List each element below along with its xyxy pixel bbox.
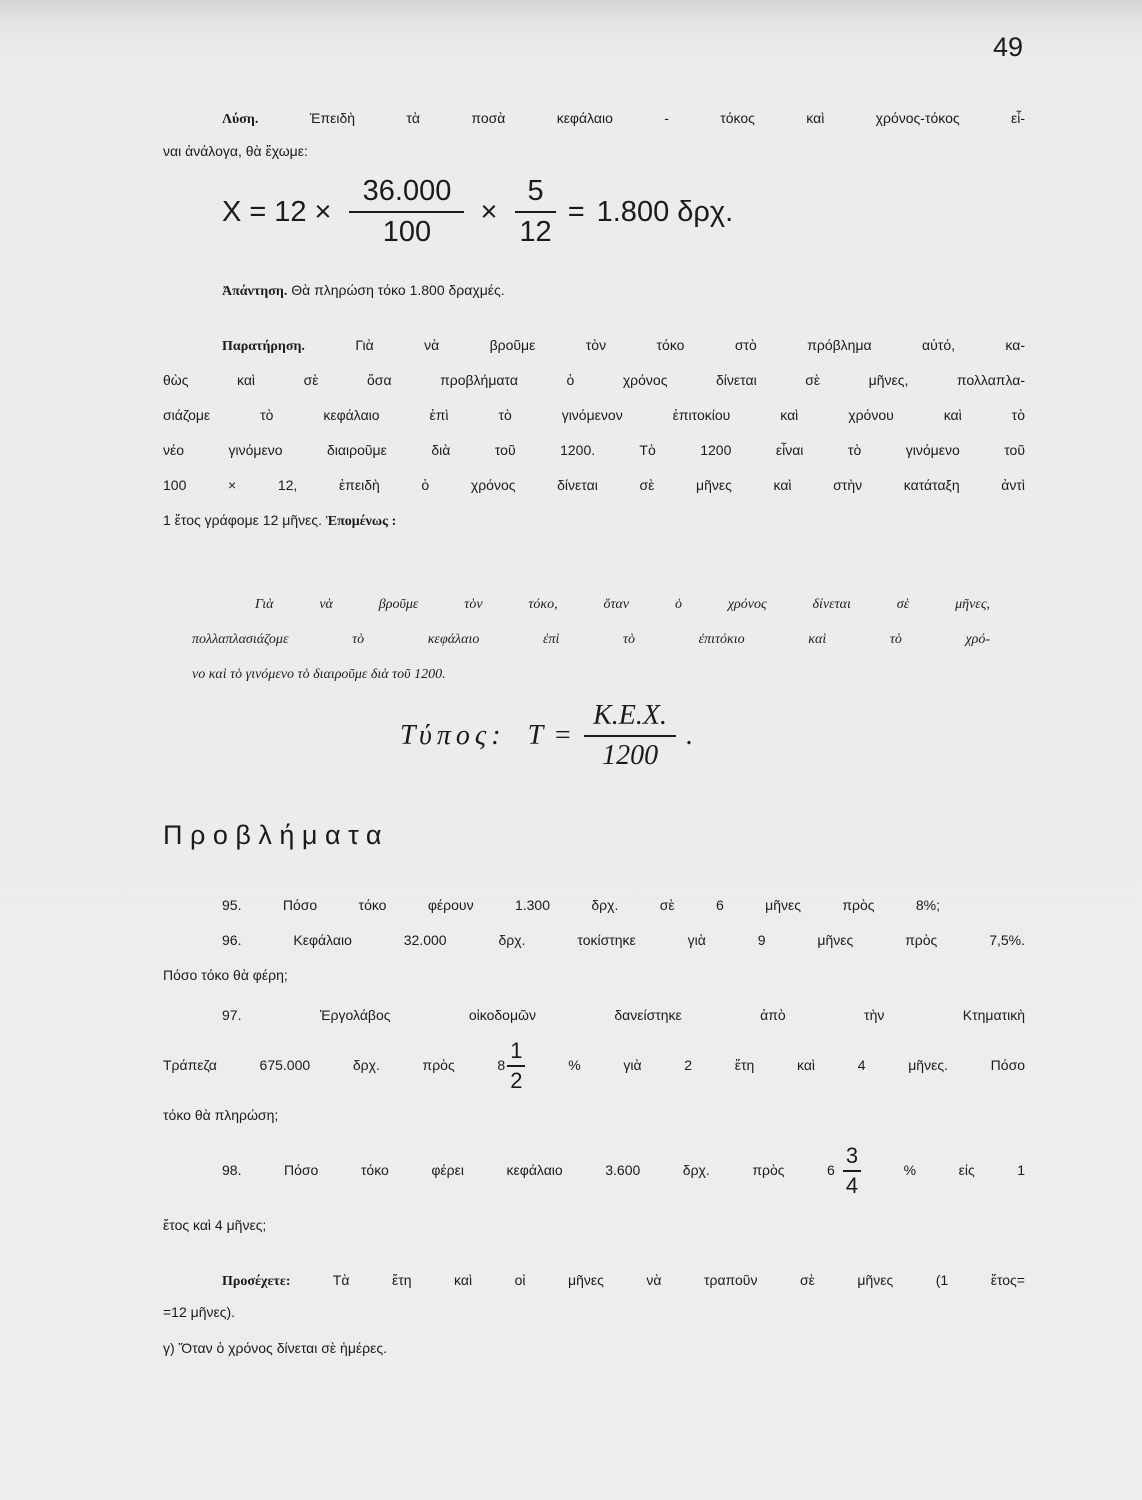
solution-line-1 xyxy=(222,101,1025,135)
problems-heading: Προβλήματα xyxy=(163,820,389,850)
solution-line-2: ναι ἀνάλογα, θὰ ἔχωμε: xyxy=(163,143,308,159)
formula-variable: X xyxy=(222,195,242,228)
problem-95 xyxy=(222,888,940,922)
problem-98-line-2: ἔτος καὶ 4 μῆνες; xyxy=(163,1217,267,1233)
fraction-denominator: 4 xyxy=(843,1170,861,1198)
fraction-denominator: 1200 xyxy=(584,735,676,772)
fraction-numerator: 1 xyxy=(510,1038,523,1064)
problem-text: Κεφάλαιο 32.000 δρχ. τοκίστηκε γιὰ 9 μῆνες πρὸς 7,5%. xyxy=(293,932,1025,948)
formula-symbol: Τ xyxy=(527,720,544,751)
times-sign: × xyxy=(314,195,332,228)
answer-text: Θὰ πληρώση τόκο 1.800 δραχμές. xyxy=(291,282,505,298)
problem-text: Ἐργολάβος οἰκοδομῶν δανείστηκε ἀπὸ τὴν Κτηματικὴ xyxy=(319,1007,1025,1023)
formula-fraction xyxy=(584,700,676,772)
problem-98-line-1 xyxy=(222,1140,1025,1200)
rule-line-3: νο καὶ τὸ γινόμενο τὸ διαιροῦμε διὰ τοῦ 1200. xyxy=(192,667,446,682)
next-case-heading: γ) Ὅταν ὁ χρόνος δίνεται σὲ ἡμέρες. xyxy=(163,1340,387,1356)
remark-line-4: νέο γινόμενο διαιροῦμε διὰ τοῦ 1200. Τὸ 1200 εἶναι τὸ γινόμενο τοῦ xyxy=(163,442,1025,458)
capital-fraction xyxy=(349,175,464,250)
attention-line-1 xyxy=(222,1263,1025,1297)
remark-conclusion: Ἑπομένως : xyxy=(325,514,397,529)
solution-label: Λύση. xyxy=(222,112,259,127)
fraction-denominator: 2 xyxy=(507,1065,525,1093)
fraction-denominator: 100 xyxy=(349,211,464,249)
rate-fraction xyxy=(515,175,555,250)
problem-text: Πόσο τόκο φέρουν 1.300 δρχ. σὲ 6 μῆνες πρὸς 8%; xyxy=(282,897,940,913)
problem-number: 97. xyxy=(222,1007,242,1023)
problem-number: 98. xyxy=(222,1162,242,1178)
remark-line-1 xyxy=(222,328,1025,362)
problem-text: Τράπεζα 675.000 δρχ. πρὸς 8 xyxy=(163,1057,506,1073)
problem-text: Πόσο τόκο φέρει κεφάλαιο 3.600 δρχ. πρὸς 6 xyxy=(284,1162,835,1178)
fraction-numerator: Κ.Ε.Χ. xyxy=(593,699,668,731)
formula-period: . xyxy=(686,720,694,751)
answer-label: Ἀπάντηση. xyxy=(222,284,288,299)
solution-text: Ἐπειδὴ τὰ ποσὰ κεφάλαιο - τόκος καὶ χρόνος-τόκος εἶ- xyxy=(309,110,1025,126)
problem-97-line-1 xyxy=(222,998,1025,1032)
formula-months: 12 xyxy=(274,195,307,228)
fraction-numerator: 5 xyxy=(527,174,544,207)
problem-text: % γιὰ 2 ἔτη καὶ 4 μῆνες. Πόσο xyxy=(568,1057,1025,1073)
problem-97-line-3: τόκο θὰ πληρώση; xyxy=(163,1107,279,1123)
fraction-denominator: 12 xyxy=(515,211,555,249)
interest-calculation xyxy=(222,170,733,254)
equals-sign: = xyxy=(567,195,585,228)
answer-line xyxy=(222,273,1025,307)
interest-formula xyxy=(400,700,693,772)
fraction-numerator: 36.000 xyxy=(362,174,452,207)
rate-fraction xyxy=(843,1144,861,1198)
formula-label: Τύπος: xyxy=(400,720,506,751)
attention-line-2: =12 μῆνες). xyxy=(163,1304,236,1320)
remark-label: Παρατήρηση. xyxy=(222,339,305,354)
problem-96-line-1 xyxy=(222,923,1025,957)
equals-sign: = xyxy=(249,195,267,228)
remark-line-6 xyxy=(163,503,1025,537)
remark-line-2: θὼς καὶ σὲ ὅσα προβλήματα ὁ χρόνος δίνεται σὲ μῆνες, πολλαπλα- xyxy=(163,372,1025,388)
page-number: 49 xyxy=(993,32,1024,62)
times-sign: × xyxy=(480,195,498,228)
equals-sign: = xyxy=(553,720,573,751)
problem-text: % εἰς 1 xyxy=(903,1162,1026,1178)
remark-line-3: σιάζομε τὸ κεφάλαιο ἐπὶ τὸ γινόμενον ἐπιτοκίου καὶ χρόνου καὶ τὸ xyxy=(163,407,1025,423)
problem-97-line-2 xyxy=(163,1035,1025,1095)
attention-label: Προσέχετε: xyxy=(222,1274,291,1289)
problem-96-line-2: Πόσο τόκο θὰ φέρη; xyxy=(163,967,288,983)
rule-line-1: Γιὰ νὰ βροῦμε τὸν τόκο, ὅταν ὁ χρόνος δίνεται σὲ μῆνες, xyxy=(255,597,990,612)
remark-text: 1 ἔτος γράφομε 12 μῆνες. xyxy=(163,512,322,528)
problem-number: 95. xyxy=(222,897,242,913)
rule-line-2: πολλαπλασιάζομε τὸ κεφάλαιο ἐπὶ τὸ ἐπιτόκιο καὶ τὸ χρό- xyxy=(192,632,990,647)
remark-line-5: 100 × 12, ἐπειδὴ ὁ χρόνος δίνεται σὲ μῆνες καὶ στὴν κατάταξη ἀντὶ xyxy=(163,477,1025,493)
attention-text: Τὰ ἔτη καὶ οἱ μῆνες νὰ τραποῦν σὲ μῆνες (1 ἔτος= xyxy=(332,1272,1025,1288)
calculation-result: 1.800 δρχ. xyxy=(596,195,734,228)
fraction-numerator: 3 xyxy=(845,1143,859,1169)
remark-text: Γιὰ νὰ βροῦμε τὸν τόκο στὸ πρόβλημα αὐτό, κα- xyxy=(355,337,1025,353)
rate-fraction xyxy=(507,1039,525,1093)
problem-number: 96. xyxy=(222,932,242,948)
